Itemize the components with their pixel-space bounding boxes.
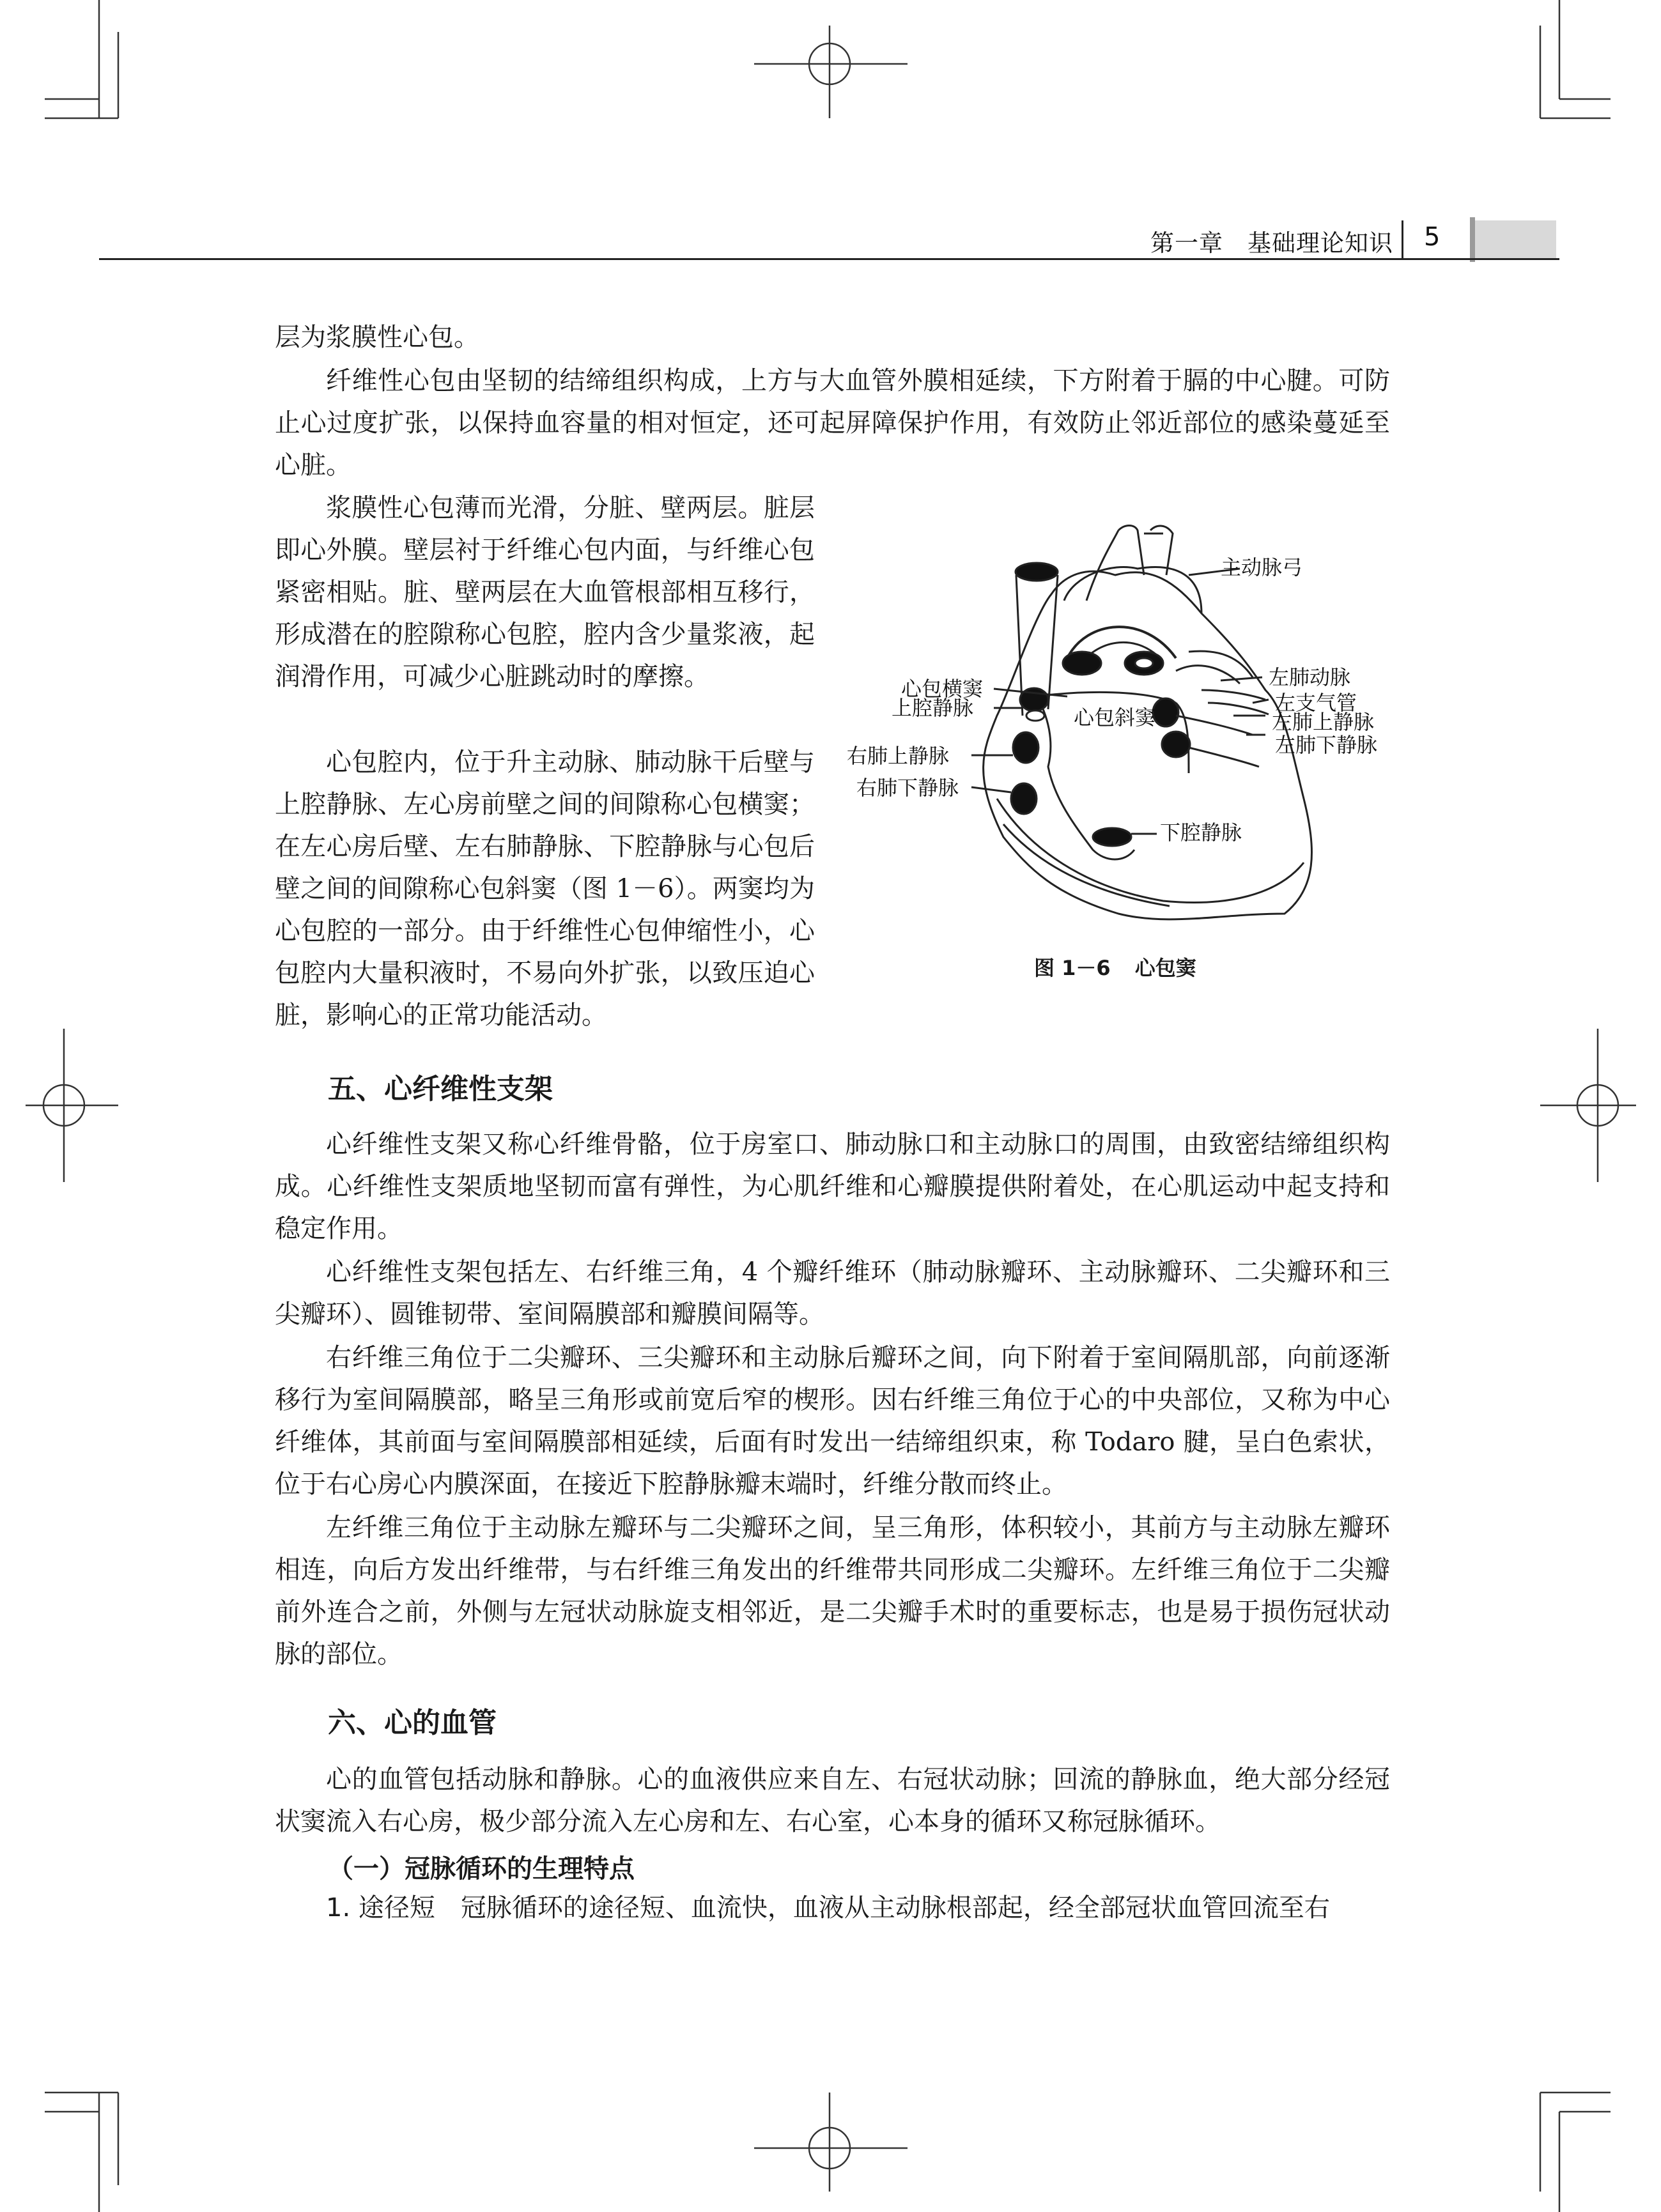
paragraph-5: 心纤维性支架又称心纤维骨骼，位于房室口、肺动脉口和主动脉口的周围，由致密结缔组织构成。心纤维性支架质地坚韧而富有弹性，为心肌纤维和心瓣膜提供附着处，在心肌运动中起支持和稳定作用。 (275, 1130, 1390, 1243)
paragraph-6: 心纤维性支架包括左、右纤维三角，4 个瓣纤维环（肺动脉瓣环、主动脉瓣环、二尖瓣环和三尖瓣环）、圆锥韧带、室间隔膜部和瓣膜间隔等。 (275, 1257, 1390, 1329)
label-transverse-sinus: 心包横窦 (901, 677, 984, 701)
label-left-superior-pulmonary-vein: 左肺上静脉 (1272, 710, 1375, 734)
label-aortic-arch: 主动脉弓 (1221, 555, 1303, 580)
pericardial-sinus-figure (844, 505, 1412, 952)
label-oblique-sinus: 心包斜窦 (1074, 705, 1156, 730)
page-number-tab (1470, 220, 1556, 259)
figure-caption-number: 图 1－6 (1034, 956, 1111, 980)
label-inferior-vena-cava: 下腔静脉 (1160, 820, 1242, 845)
label-right-inferior-pulmonary-vein: 右肺下静脉 (856, 776, 959, 800)
paragraph-10-lead: 1. 途径短 (326, 1893, 435, 1923)
label-left-pulmonary-artery: 左肺动脉 (1269, 665, 1351, 689)
page-number: 5 (1424, 222, 1441, 252)
paragraph-1: 层为浆膜性心包。 (275, 323, 479, 352)
header-rule (99, 258, 1559, 260)
figure-caption (1034, 952, 1221, 981)
paragraph-7: 右纤维三角位于二尖瓣环、三尖瓣环和主动脉后瓣环之间，向下附着于室间隔肌部，向前逐渐移行为室间隔膜部，略呈三角形或前宽后窄的楔形。因右纤维三角位于心的中央部位，又称为中心纤维体，其前面与室间隔膜部相延续，后面有时发出一结缔组织束，称 Todaro 腱，呈白色索状，位于右心房心内膜深面，在接近下腔静脉瓣末端时，纤维分散而终止。 (275, 1343, 1390, 1499)
paragraph-10-text: 冠脉循环的途径短、血流快，血液从主动脉根部起，经全部冠状血管回流至右 (460, 1893, 1330, 1923)
label-left-bronchus: 左支气管 (1275, 691, 1357, 715)
paragraph-4: 心包腔内，位于升主动脉、肺动脉干后壁与上腔静脉、左心房前壁之间的间隙称心包横窦；在左心房后壁、左右肺静脉、下腔静脉与心包后壁之间的间隙称心包斜窦（图 1－6）。两窦均为心包腔的一部分。由于纤维性心包伸缩性小，心包腔内大量积液时，不易向外扩张，以致压迫心脏，影响心的正常功能活动。 (275, 748, 815, 1030)
subsection-heading-1: （一）冠脉循环的生理特点 (328, 1854, 635, 1884)
paragraph-9: 心的血管包括动脉和静脉。心的血液供应来自左、右冠状动脉；回流的静脉血，绝大部分经冠状窦流入右心房，极少部分流入左心房和左、右心室，心本身的循环又称冠脉循环。 (275, 1765, 1390, 1836)
figure-caption-title: 心包窦 (1134, 956, 1196, 980)
paragraph-2: 纤维性心包由坚韧的结缔组织构成，上方与大血管外膜相延续，下方附着于膈的中心腱。可防止心过度扩张，以保持血容量的相对恒定，还可起屏障保护作用，有效防止邻近部位的感染蔓延至心脏。 (275, 366, 1390, 480)
section-heading-5: 五、心纤维性支架 (328, 1073, 553, 1105)
label-left-inferior-pulmonary-vein: 左肺下静脉 (1275, 733, 1378, 757)
page-number-tab-edge (1470, 217, 1475, 262)
running-header-chapter: 第一章 基础理论知识 (1150, 229, 1393, 257)
label-right-superior-pulmonary-vein: 右肺上静脉 (847, 744, 950, 768)
header-separator (1402, 220, 1403, 259)
paragraph-8: 左纤维三角位于主动脉左瓣环与二尖瓣环之间，呈三角形，体积较小，其前方与主动脉左瓣环相连，向后方发出纤维带，与右纤维三角发出的纤维带共同形成二尖瓣环。左纤维三角位于二尖瓣前外连合之前，外侧与左冠状动脉旋支相邻近，是二尖瓣手术时的重要标志，也是易于损伤冠状动脉的部位。 (275, 1513, 1390, 1669)
paragraph-3: 浆膜性心包薄而光滑，分脏、壁两层。脏层即心外膜。壁层衬于纤维心包内面，与纤维心包紧密相贴。脏、壁两层在大血管根部相互移行，形成潜在的腔隙称心包腔，腔内含少量浆液，起润滑作用，可减少心脏跳动时的摩擦。 (275, 493, 815, 691)
label-superior-vena-cava: 上腔静脉 (892, 696, 974, 720)
paragraph-10 (275, 1887, 1390, 1929)
section-heading-6: 六、心的血管 (328, 1707, 497, 1739)
